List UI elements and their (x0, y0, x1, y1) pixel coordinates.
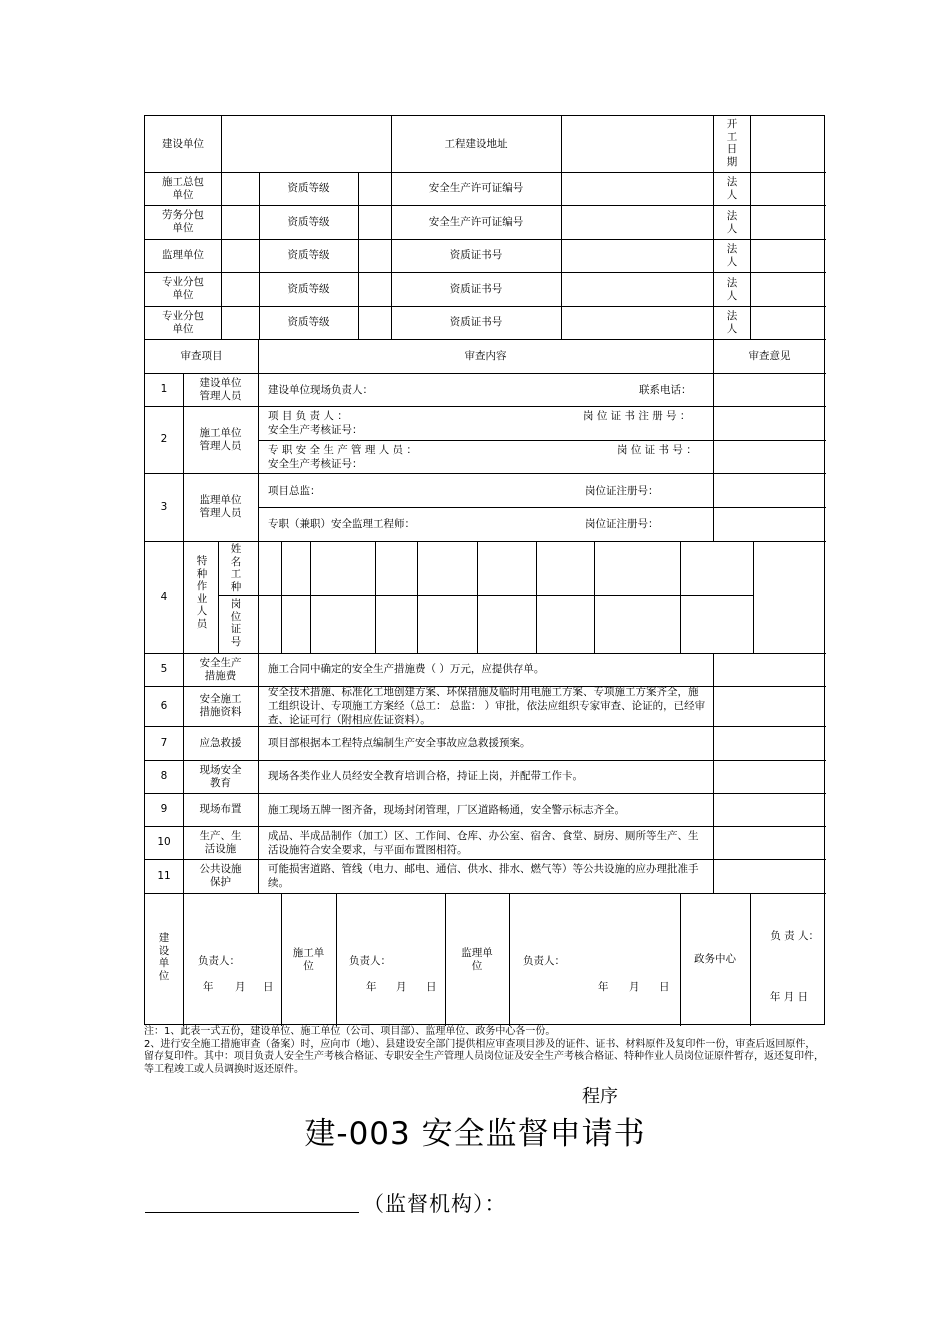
row-number: 3 (160, 500, 168, 513)
label-safety-permit-no: 安全生产许可证编号 (428, 182, 524, 194)
sig-month: 月 (235, 981, 246, 993)
row-number: 11 (157, 869, 171, 882)
sig-month: 月 (396, 981, 407, 993)
label-legal-person: 法人 (726, 243, 738, 268)
name-work-type-label: 姓名工种 (230, 543, 242, 593)
sig-gov-date: 年 月 日 (769, 991, 809, 1003)
row-number: 1 (160, 383, 168, 395)
safety-manager-field: 专 职 安 全 生 产 管 理 人 员 ： (268, 444, 417, 456)
sig-person-in-charge: 负责人： (349, 955, 391, 967)
addressee-label: （监督机构）： (363, 1192, 507, 1216)
label-special-subcontractor: 专业分包单位 (162, 276, 204, 301)
row-number: 9 (160, 803, 168, 815)
input-start-date[interactable] (750, 116, 826, 172)
label-qualification-cert-no: 资质证书号 (449, 249, 503, 261)
post-cert-reg-no-field: 岗位证注册号： (585, 518, 659, 530)
facilities-content: 成品、半成品制作（加工）区、工作间、仓库、办公室、宿舍、食堂、厨房、厕所等生产、生活设施符合安全要求，与平面布置图相符。 (268, 830, 699, 856)
sig-gov-center-label: 政务中心 (694, 953, 736, 965)
sig-year: 年 (203, 981, 214, 993)
sig-day: 日 (659, 981, 670, 993)
label-safety-permit-no: 安全生产许可证编号 (428, 215, 524, 228)
review-item-name: 施工单位管理人员 (199, 426, 242, 452)
site-education-content: 现场各类作业人员经安全教育培训合格，持证上岗，并配带工作卡。 (268, 770, 583, 782)
row-number: 2 (160, 433, 168, 445)
label-legal-person: 法人 (726, 277, 738, 302)
emergency-rescue-content: 项目部根据本工程特点编制生产安全事故应急救援预案。 (268, 737, 531, 749)
row-number: 4 (160, 590, 168, 603)
row-number: 8 (160, 770, 168, 782)
review-item-name: 生产、生活设施 (199, 829, 242, 855)
site-layout-content: 施工现场五牌一图齐备，现场封闭管理，厂区道路畅通，安全警示标志齐全。 (268, 804, 625, 816)
label-qualification-level: 资质等级 (287, 215, 330, 228)
page-title: 建-003 安全监督申请书 (304, 1116, 646, 1152)
label-qualification-level: 资质等级 (287, 282, 330, 295)
label-labor-subcontractor: 劳务分包单位 (162, 209, 204, 234)
sig-year: 年 (598, 981, 609, 993)
review-item-name: 现场安全教育 (199, 763, 242, 789)
sig-month: 月 (629, 981, 640, 993)
review-item-name: 应急救援 (199, 736, 242, 749)
post-cert-no-field: 岗 位 证 书 号 ： (617, 444, 697, 456)
label-supervision-unit: 监理单位 (162, 249, 204, 261)
form-notes: 注：1、此表一式五份，建设单位、施工单位（公司、项目部）、监理单位、政务中心各一份。 2、进行安全施工措施审查（备案）时，应向市（地）、县建设安全部门提供相应审查项目涉及的证件、证书、材料原件及复印件一份，审查后返回原件，留存复印件。其中：项目负责人安全生产考核合格证、专职安全生产管理人员岗位证及安全生产考核合格证、特种作业人员岗位证原件暂存，返还复印件，等工程竣工或人员调换时返还原件。 (144, 1026, 824, 1075)
label-construction-unit: 建设单位 (162, 137, 204, 150)
label-general-contractor: 施工总包单位 (162, 175, 204, 201)
review-item-name: 现场布置 (199, 803, 242, 815)
label-project-address: 工程建设地址 (444, 137, 508, 150)
safety-fee-content: 施工合同中确定的安全生产措施费（ ）万元，应提供存单。 (268, 663, 545, 675)
sig-year: 年 (366, 981, 377, 993)
review-item-name: 公共设施保护 (199, 863, 242, 888)
review-item-name: 安全生产措施费 (199, 656, 242, 682)
sig-supervision-label: 监理单位 (461, 946, 493, 972)
label-special-subcontractor: 专业分包单位 (162, 309, 204, 335)
row-number: 10 (157, 836, 171, 848)
safety-supervision-engineer-field: 专职（兼职）安全监理工程师： (268, 518, 415, 530)
owner-site-manager-field: 建设单位现场负责人： (268, 384, 373, 396)
procedure-label: 程序 (582, 1086, 618, 1107)
review-opinion-header: 审查意见 (748, 349, 791, 362)
sig-gov-person: 负 责 人： (770, 930, 819, 942)
sig-contractor-label: 施工单位 (292, 946, 325, 972)
chief-supervisor-field: 项目总监： (268, 485, 321, 497)
row-number: 6 (160, 699, 168, 712)
sig-person-in-charge: 负责人： (523, 955, 565, 967)
public-facilities-content: 可能损害道路、管线（电力、邮电、通信、供水、排水、燃气等）等公共设施的应办理批准手续。 (268, 863, 699, 889)
review-item-header: 审查项目 (180, 349, 223, 362)
post-cert-no-label: 岗位证号 (230, 598, 242, 648)
review-item-name: 安全施工措施资料 (199, 693, 242, 718)
sig-day: 日 (426, 981, 437, 993)
review-item-name: 监理单位管理人员 (199, 494, 242, 519)
sig-day: 日 (263, 981, 274, 993)
review-item-name: 特种作业人员 (196, 555, 208, 630)
review-content-header: 审查内容 (464, 349, 507, 362)
row-number: 7 (160, 736, 168, 749)
review-item-name: 建设单位管理人员 (199, 376, 242, 402)
contact-phone-field: 联系电话： (639, 384, 692, 396)
addressee-blank[interactable] (145, 1212, 359, 1213)
safety-exam-cert-field: 安全生产考核证号： (268, 424, 363, 436)
safety-exam-cert-field: 安全生产考核证号： (268, 458, 363, 470)
label-qualification-cert-no: 资质证书号 (449, 316, 503, 328)
label-legal-person: 法人 (726, 310, 738, 335)
review-form-table (144, 115, 825, 1025)
sig-person-in-charge: 负责人： (198, 955, 240, 967)
post-cert-reg-no-field: 岗 位 证 书 注 册 号 ： (583, 410, 691, 422)
safety-measures-content: 安全技术措施、标准化工地创建方案、环保措施及临时用电施工方案、专项施工方案齐全，施工组织设计、专项施工方案经（总工： 总监： ）审批，依法应组织专家审查、论证的，已经审查、论证可行（附相应佐证资料）。 (268, 686, 706, 726)
label-qualification-level: 资质等级 (287, 249, 330, 261)
input-project-address[interactable] (561, 116, 713, 172)
input-construction-unit[interactable] (221, 116, 391, 172)
label-qualification-cert-no: 资质证书号 (449, 282, 503, 295)
row-number: 5 (160, 663, 168, 675)
post-cert-reg-no-field: 岗位证注册号： (585, 485, 659, 497)
label-qualification-level: 资质等级 (287, 182, 330, 194)
label-legal-person: 法人 (726, 176, 738, 201)
sig-construction-unit-label: 建设单位 (158, 932, 170, 982)
label-legal-person: 法人 (726, 210, 738, 235)
label-start-date: 开工日期 (726, 118, 738, 168)
label-qualification-level: 资质等级 (287, 316, 330, 328)
project-manager-field: 项 目 负 责 人 ： (268, 410, 348, 422)
